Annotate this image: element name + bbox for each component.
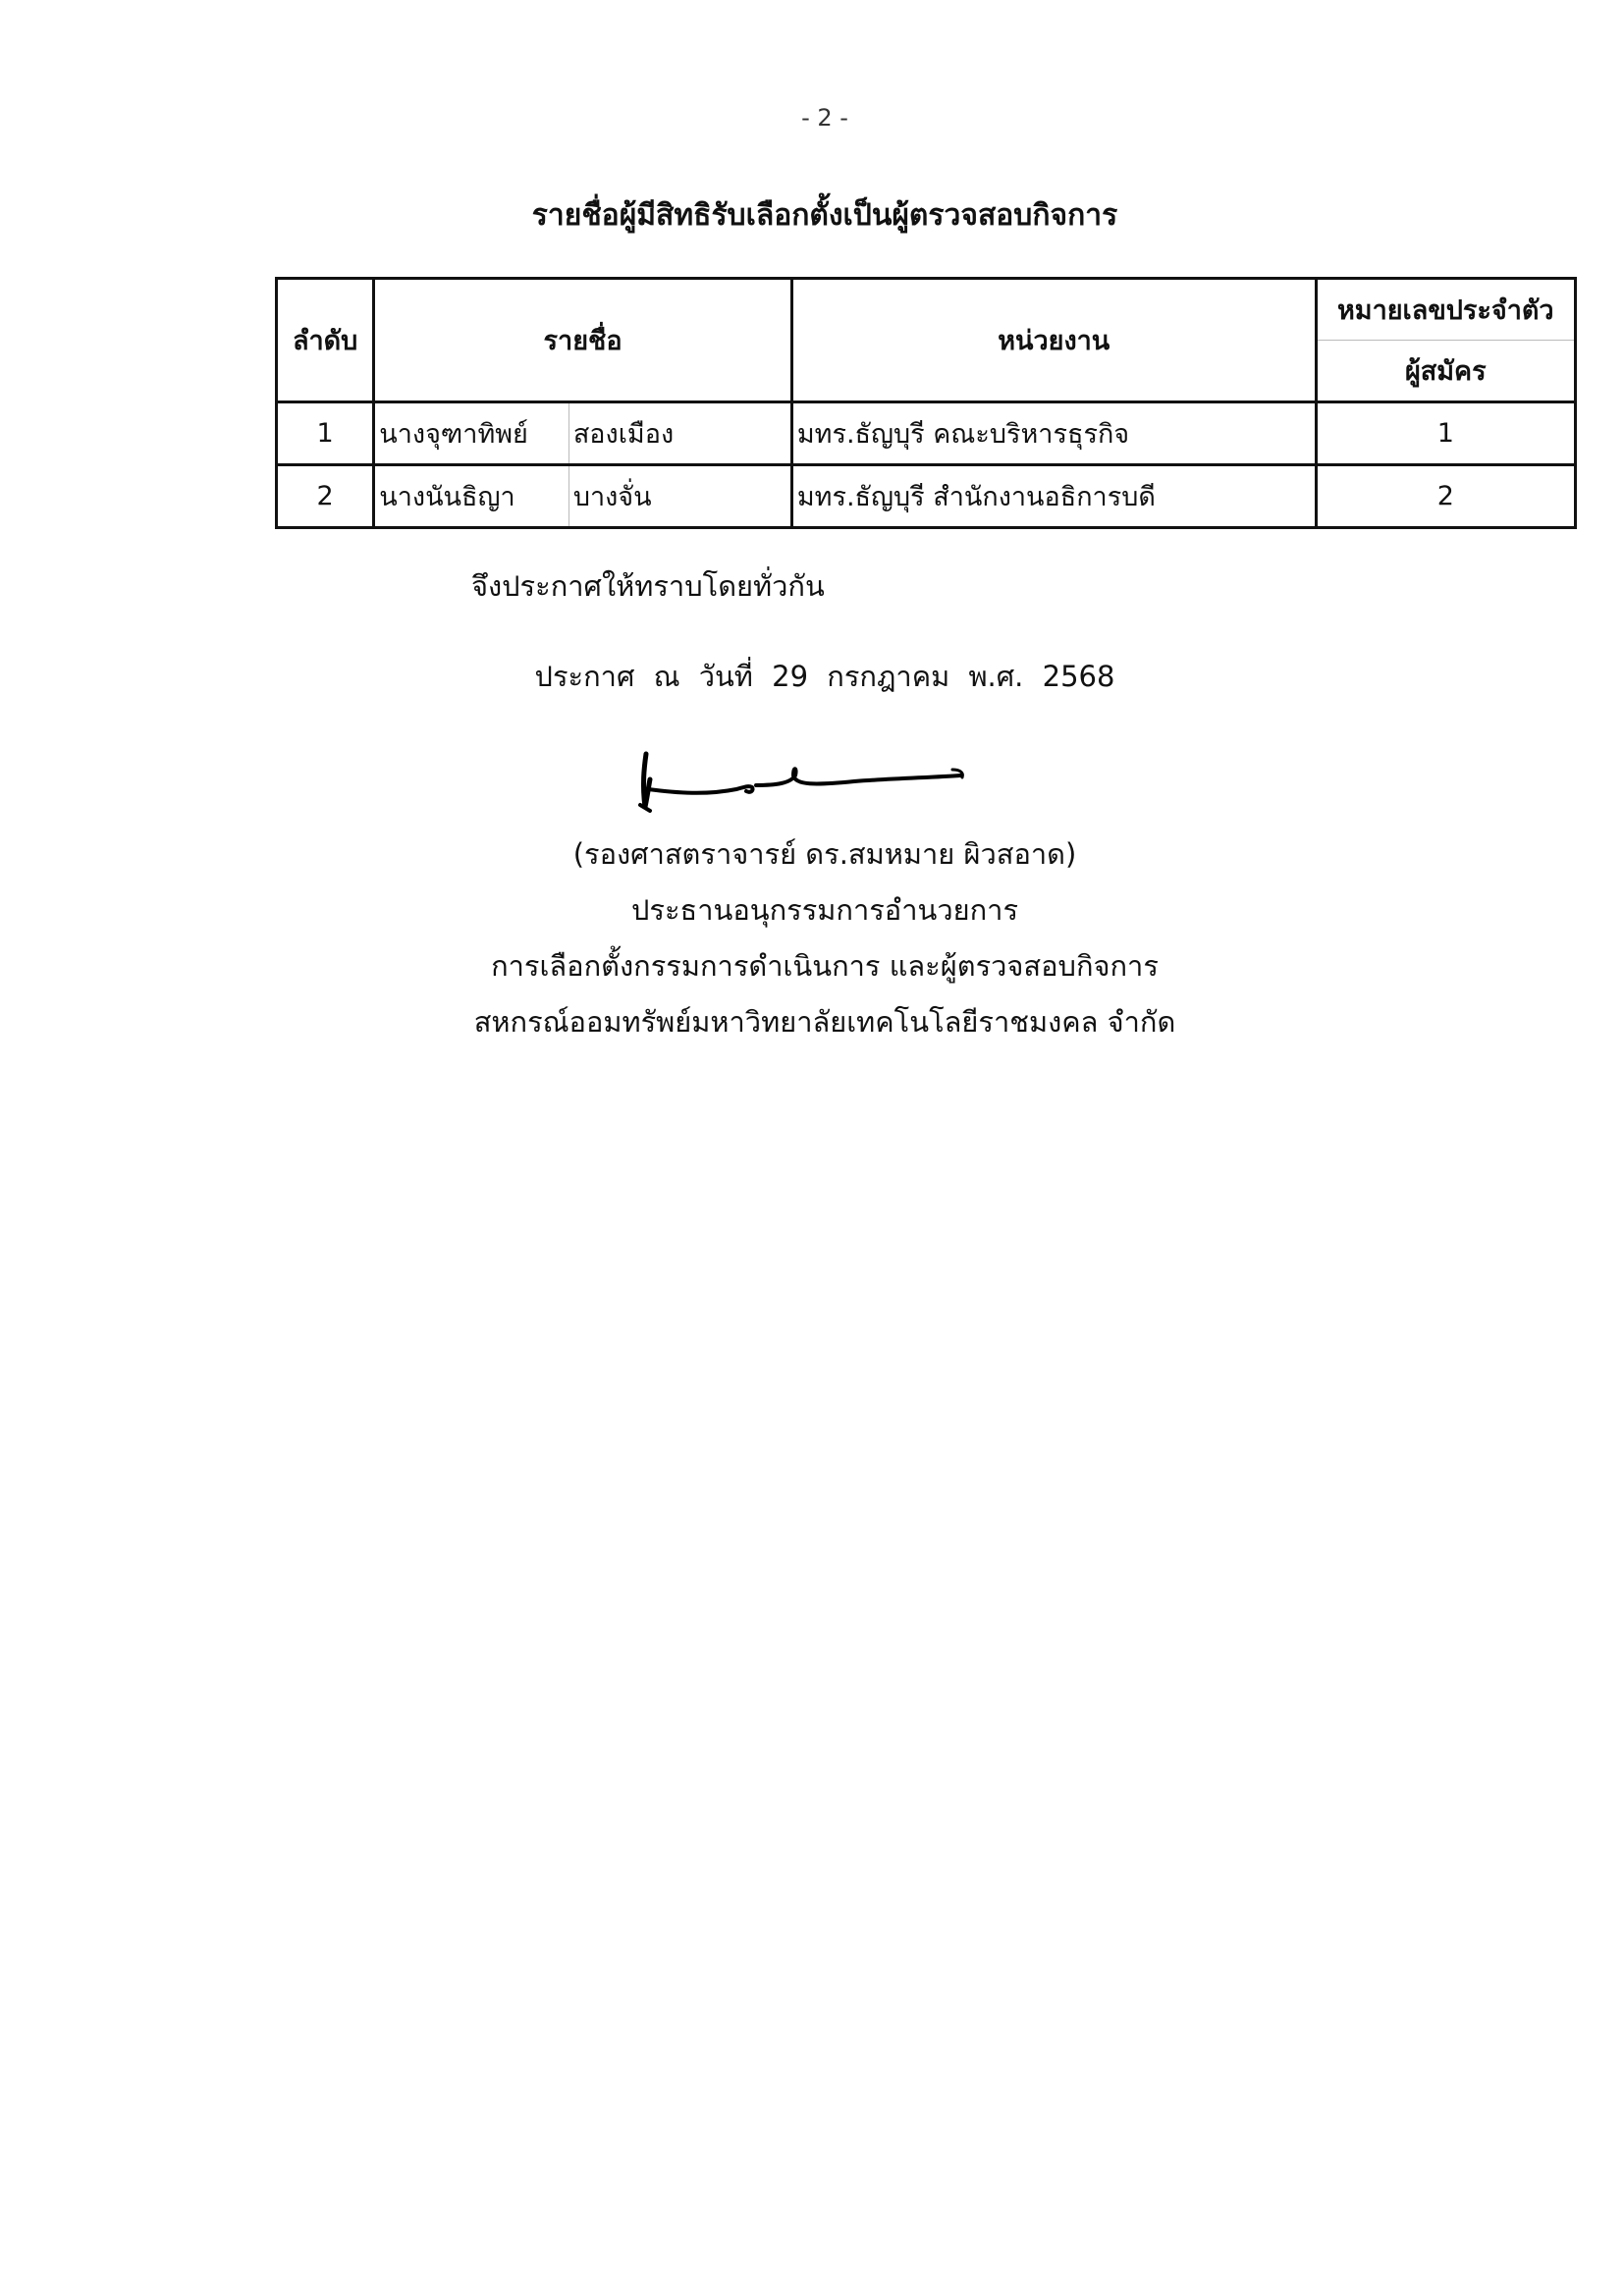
signatory-name: (รองศาสตราจารย์ ดร.สมหมาย ผิวสอาด) [572,837,1077,871]
cell-sequence: 2 [277,465,374,528]
cell-first-name: นางนันธิญา [374,465,569,528]
cell-last-name: สองเมือง [568,402,791,465]
document-title: รายชื่อผู้มีสิทธิรับเลือกตั้งเป็นผู้ตรวจสอบกิจการ [531,198,1118,233]
header-candidate-number-line2: ผู้สมัคร [1316,341,1575,402]
signature-block [0,827,1624,1050]
signatory-position-line2: การเลือกตั้งกรรมการดำเนินการ และผู้ตรวจสอบกิจการ [491,949,1159,983]
cell-last-name: บางจั่น [568,465,791,528]
closing-statement: จึงประกาศให้ทราบโดยทั่วกัน [471,569,825,603]
signatory-organization: สหกรณ์ออมทรัพย์มหาวิทยาลัยเทคโนโลยีราชมงคล จำกัด [473,1005,1176,1039]
cell-unit: มทร.ธัญบุรี สำนักงานอธิการบดี [791,465,1316,528]
cell-candidate-number: 1 [1316,402,1575,465]
candidates-table [275,277,1577,529]
cell-candidate-number: 2 [1316,465,1575,528]
signature-image [628,746,972,815]
signatory-position-line1: ประธานอนุกรรมการอำนวยการ [630,893,1019,927]
header-sequence: ลำดับ [277,279,374,402]
table-row [277,402,1576,465]
header-candidate-number-line1: หมายเลขประจำตัว [1316,279,1575,341]
header-unit: หน่วยงาน [791,279,1316,402]
page-number: - 2 - [801,104,848,132]
cell-unit: มทร.ธัญบุรี คณะบริหารธุรกิจ [791,402,1316,465]
header-name: รายชื่อ [374,279,792,402]
table-row [277,465,1576,528]
cell-first-name: นางจุฑาทิพย์ [374,402,569,465]
announcement-date: ประกาศ ณ วันที่ 29 กรกฎาคม พ.ศ. 2568 [534,660,1115,693]
cell-sequence: 1 [277,402,374,465]
